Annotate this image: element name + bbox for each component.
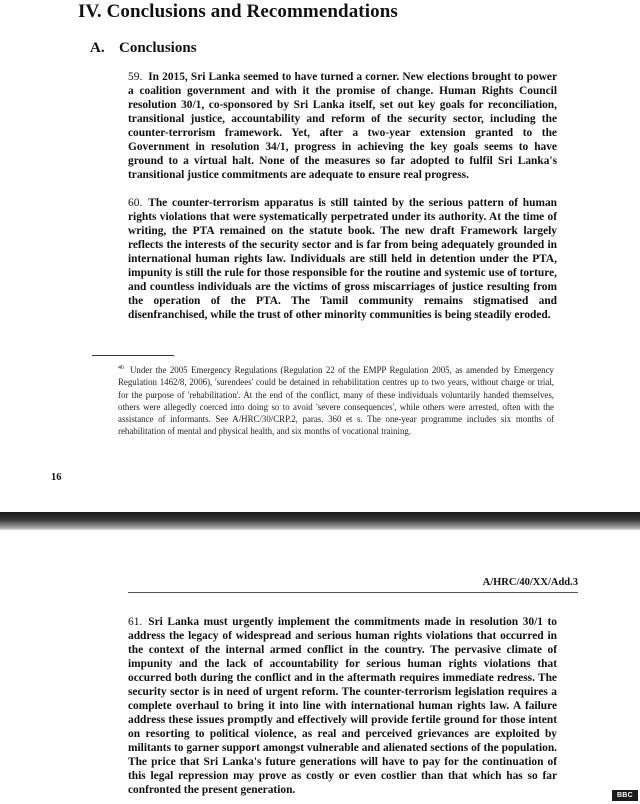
subsection-letter: A. <box>90 40 105 56</box>
bbc-watermark-logo: BBC <box>612 790 638 801</box>
paragraph-text: In 2015, Sri Lanka seemed to have turned a corner. New elections brought to power a coalition government and with it the promise of change. Human Rights Council resolution 30/1, co-sponsored by Sri Lanka itself, set out key goals for reconciliation, transitional justice, accountability and reform of the security sector, including the counter-terrorism framework. Yet, after a two-year extension granted to the Government in resolution 34/1, progress in achieving the key goals seems to have ground to a virtual halt. None of the measures so far adopted to fulfil Sri Lanka's transitional justice commitments are adequate to ensure real progress. <box>128 71 557 181</box>
footnote-text: Under the 2005 Emergency Regulations (Regulation 22 of the EMPP Regulation 2005, as amended by Emergency Regulation 1462/8, 2006), 'surendees' could be detained in rehabilitation centres up to two years, without charge or trial, for the purpose of 'rehabilitation'. At the end of the conflict, many of these individuals voluntarily handed themselves, others were allegedly coerced into doing so to avoid 'severe consequences', while others were arrested, often with the assistance of informants. See A/HRC/30/CRP.2, paras. 360 et s. The one-year programme includes six months of rehabilitation of mental and physical health, and six months of vocational training. <box>118 364 554 437</box>
paragraph-61 <box>128 615 557 797</box>
header-rule <box>128 592 578 593</box>
subsection-heading <box>90 40 197 57</box>
paragraph-text: The counter-terrorism apparatus is still tainted by the serious pattern of human rights violations that were systematically perpetrated under its authority. At the time of writing, the PTA remained on the statute book. The new draft Framework largely reflects the interests of the security sector and is far from being adequately grounded in international human rights law. Individuals are still held in detention under the PTA, impunity is still the rule for those responsible for the routine and systemic use of torture, and countless individuals are the victims of gross miscarriages of justice resulting from the operation of the PTA. The Tamil community remains stigmatised and disenfranchised, while the trust of other minority communities is being steadily eroded. <box>128 197 557 321</box>
document-page-bottom <box>0 530 640 804</box>
paragraph-text: Sri Lanka must urgently implement the commitments made in resolution 30/1 to address the legacy of widespread and serious human rights violations that occurred in the context of the internal armed conflict in the country. The pervasive climate of impunity and the lack of accountability for serious human rights violations that occurred both during the conflict and in the aftermath requires immediate redress. The security sector is in need of urgent reform. The counter-terrorism legislation requires a complete overhaul to bring it into line with international human rights law. A failure address these issues promptly and effectively will provide fertile ground for those intent on resorting to political violence, as real and perceived grievances are exploited by militants to garner support amongst vulnerable and alienated sections of the population. The price that Sri Lanka's future generations will have to pay for the continuation of this legal repression may prove as costly or even costlier than that which has so far confronted the present generation. <box>128 616 557 796</box>
paragraph-number: 60. <box>128 197 143 209</box>
subsection-title: Conclusions <box>119 40 197 56</box>
page-break-divider <box>0 512 640 530</box>
section-heading: IV. Conclusions and Recommendations <box>78 1 398 22</box>
document-symbol: A/HRC/40/XX/Add.3 <box>482 577 578 588</box>
footnote-marker: 46 <box>118 365 124 371</box>
paragraph-60 <box>128 196 557 322</box>
paragraph-number: 59. <box>128 71 143 83</box>
paragraph-59 <box>128 70 557 182</box>
footnote <box>118 362 554 438</box>
paragraph-number: 61. <box>128 616 143 628</box>
footnote-separator <box>92 355 174 356</box>
page-number: 16 <box>51 472 62 483</box>
